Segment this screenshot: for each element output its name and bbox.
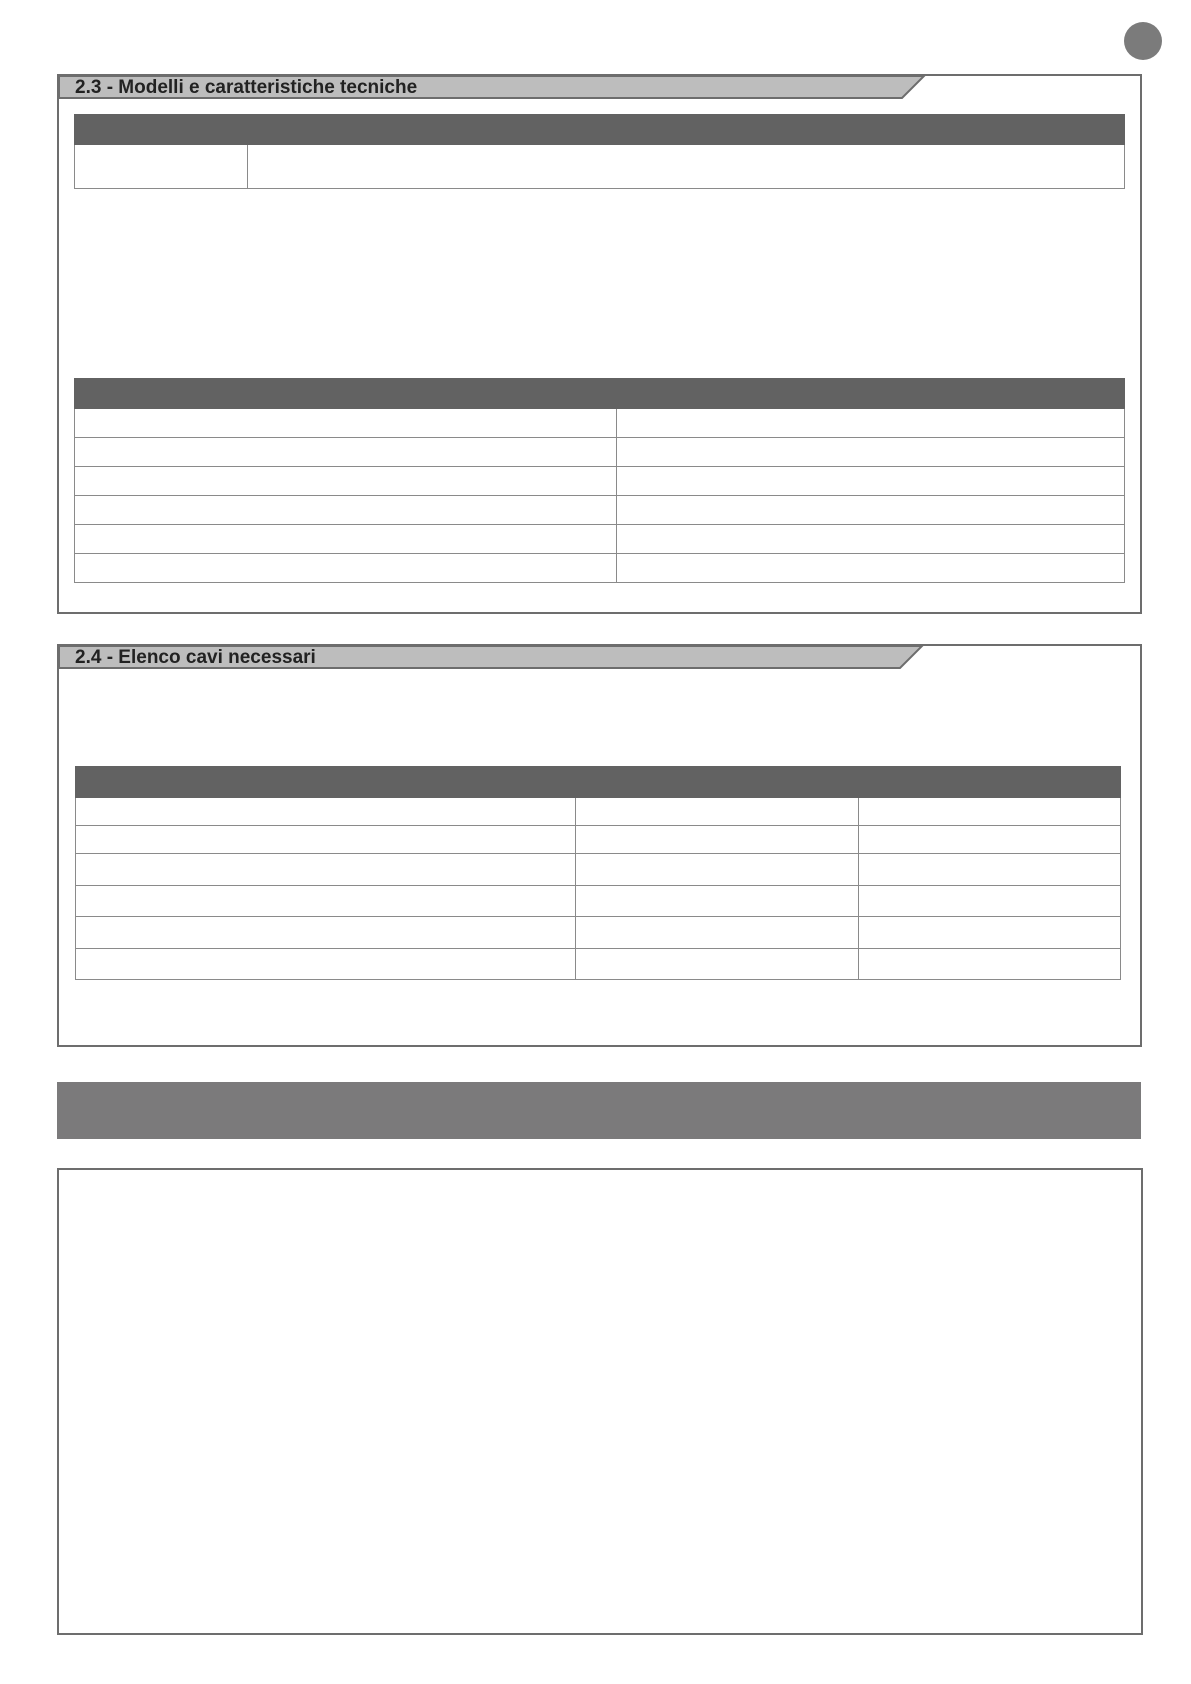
section-2-4-title: 2.4 - Elenco cavi necessari: [75, 647, 316, 668]
table-row: [75, 145, 1125, 189]
table-row: [75, 554, 1125, 583]
technical-specs-table: [74, 378, 1125, 583]
section-2-3-box: [57, 74, 1142, 614]
table-row: [76, 949, 1121, 980]
table-row: [75, 438, 1125, 467]
table-row: [75, 496, 1125, 525]
table-header-row: [75, 379, 1125, 409]
section-2-3-title: 2.3 - Modelli e caratteristiche tecniche: [75, 77, 418, 98]
content-box: [57, 1168, 1143, 1635]
page-number-dot: [1124, 22, 1162, 60]
section-2-4-box: [57, 644, 1142, 1047]
models-table: [74, 114, 1125, 189]
table-row: [75, 409, 1125, 438]
table-row: [75, 525, 1125, 554]
chapter-header-bar: [57, 1082, 1141, 1139]
table-header-row: [75, 115, 1125, 145]
table-row: [76, 854, 1121, 886]
table-row: [76, 886, 1121, 917]
table-row: [76, 917, 1121, 949]
table-row: [76, 798, 1121, 826]
cables-table: [75, 766, 1121, 980]
table-row: [76, 826, 1121, 854]
table-row: [75, 467, 1125, 496]
table-header-row: [76, 767, 1121, 798]
